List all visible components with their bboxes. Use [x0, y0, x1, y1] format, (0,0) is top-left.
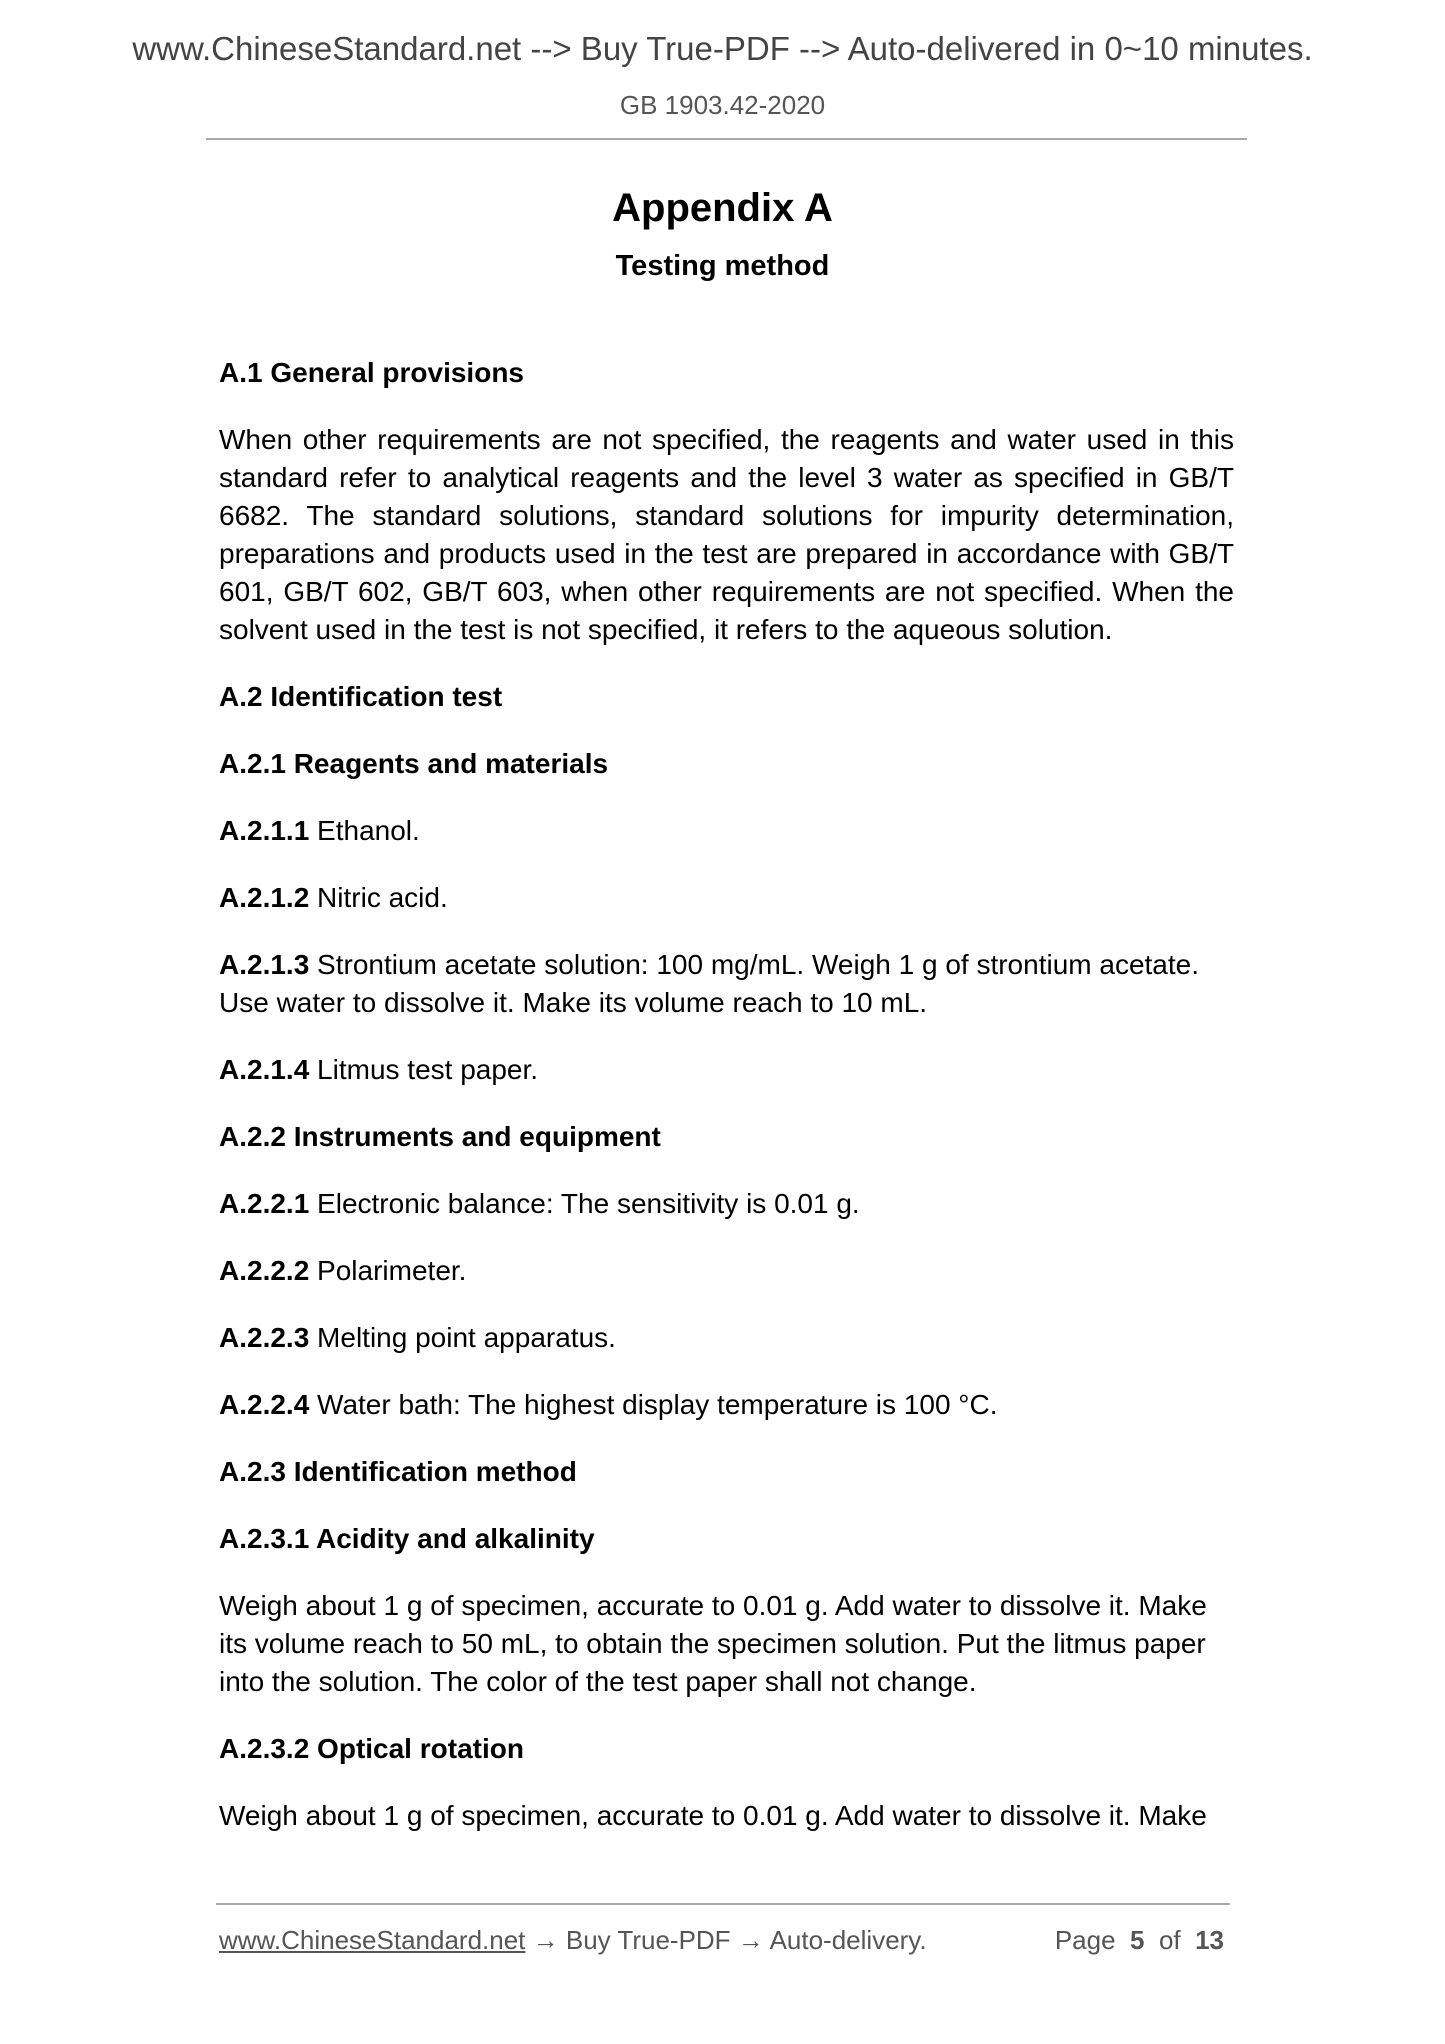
- list-item: [219, 812, 1234, 850]
- list-item: [219, 1319, 1234, 1357]
- item-number: A.2.1.2: [219, 882, 310, 913]
- item-text: Melting point apparatus.: [309, 1322, 616, 1353]
- item-text: Nitric acid.: [309, 882, 448, 913]
- item-number: A.2.1.1: [219, 815, 310, 846]
- section-heading: A.2 Identification test: [219, 681, 503, 712]
- section-heading: A.1 General provisions: [219, 357, 524, 388]
- item-number: A.2.2.1: [219, 1188, 310, 1219]
- item-text: Litmus test paper.: [309, 1054, 539, 1085]
- page-subtitle: Testing method: [615, 250, 830, 282]
- footer-divider: [216, 1903, 1230, 1905]
- list-item: [219, 1185, 1234, 1223]
- paragraph: When other requirements are not specified, the reagents and water used in this standard refer to analytical reagents and the level 3 water as specified in GB/T 6682. The standard solutions, standard solutions for impurity determination, preparations and products used in the test are prepared in accordance with GB/T 601, GB/T 602, GB/T 603, when other requirements are not specified. When the solvent used in the test is not specified, it refers to the aqueous solution.: [219, 424, 1234, 645]
- item-text: Polarimeter.: [309, 1255, 467, 1286]
- paragraph: Weigh about 1 g of specimen, accurate to 0.01 g. Add water to dissolve it. Make its volume reach to 50 mL, to obtain the specimen solution. Put the litmus paper into the solution. The color of the test paper shall not change.: [219, 1590, 1207, 1697]
- paragraph: Weigh about 1 g of specimen, accurate to 0.01 g. Add water to dissolve it. Make: [219, 1800, 1207, 1831]
- item-number: A.2.2.2: [219, 1255, 310, 1286]
- item-number: A.2.2.4: [219, 1389, 310, 1420]
- list-item: [219, 879, 1234, 917]
- header-banner: www.ChineseStandard.net --> Buy True-PDF --> Auto-delivered in 0~10 minutes.: [132, 30, 1313, 67]
- section-heading: A.2.2 Instruments and equipment: [219, 1121, 661, 1152]
- footer-promo-text: → Buy True-PDF → Auto-delivery.: [525, 1925, 927, 1955]
- document-id: GB 1903.42-2020: [619, 90, 826, 120]
- item-number: A.2.1.4: [219, 1054, 310, 1085]
- page-indicator: [1055, 1925, 1224, 1956]
- list-item: [219, 1252, 1234, 1290]
- footer-link[interactable]: www.ChineseStandard.net: [219, 1925, 526, 1955]
- list-item: [219, 946, 1234, 1022]
- page-title: Appendix A: [612, 186, 833, 230]
- list-item: [219, 1051, 1234, 1089]
- header-divider: [206, 138, 1247, 140]
- item-text: Water bath: The highest display temperature is 100 °C.: [309, 1389, 998, 1420]
- of-label: of: [1158, 1925, 1181, 1955]
- page-footer: [219, 1925, 1224, 1956]
- item-text: Ethanol.: [309, 815, 420, 846]
- document-body: [219, 354, 1234, 1864]
- page-total: 13: [1195, 1925, 1224, 1955]
- page-label: Page: [1054, 1925, 1116, 1955]
- section-heading: A.2.3.1 Acidity and alkalinity: [219, 1523, 595, 1554]
- item-number: A.2.2.3: [219, 1322, 310, 1353]
- footer-promo: [219, 1925, 927, 1956]
- item-text: Electronic balance: The sensitivity is 0.01 g.: [309, 1188, 860, 1219]
- page-number: 5: [1130, 1925, 1145, 1955]
- item-text: Strontium acetate solution: 100 mg/mL. Weigh 1 g of strontium acetate. Use water to dissolve it. Make its volume reach to 10 mL.: [219, 949, 1200, 1018]
- section-heading: A.2.3.2 Optical rotation: [219, 1733, 524, 1764]
- list-item: [219, 1386, 1234, 1424]
- section-heading: A.2.3 Identification method: [219, 1456, 577, 1487]
- section-heading: A.2.1 Reagents and materials: [219, 748, 609, 779]
- item-number: A.2.1.3: [219, 949, 310, 980]
